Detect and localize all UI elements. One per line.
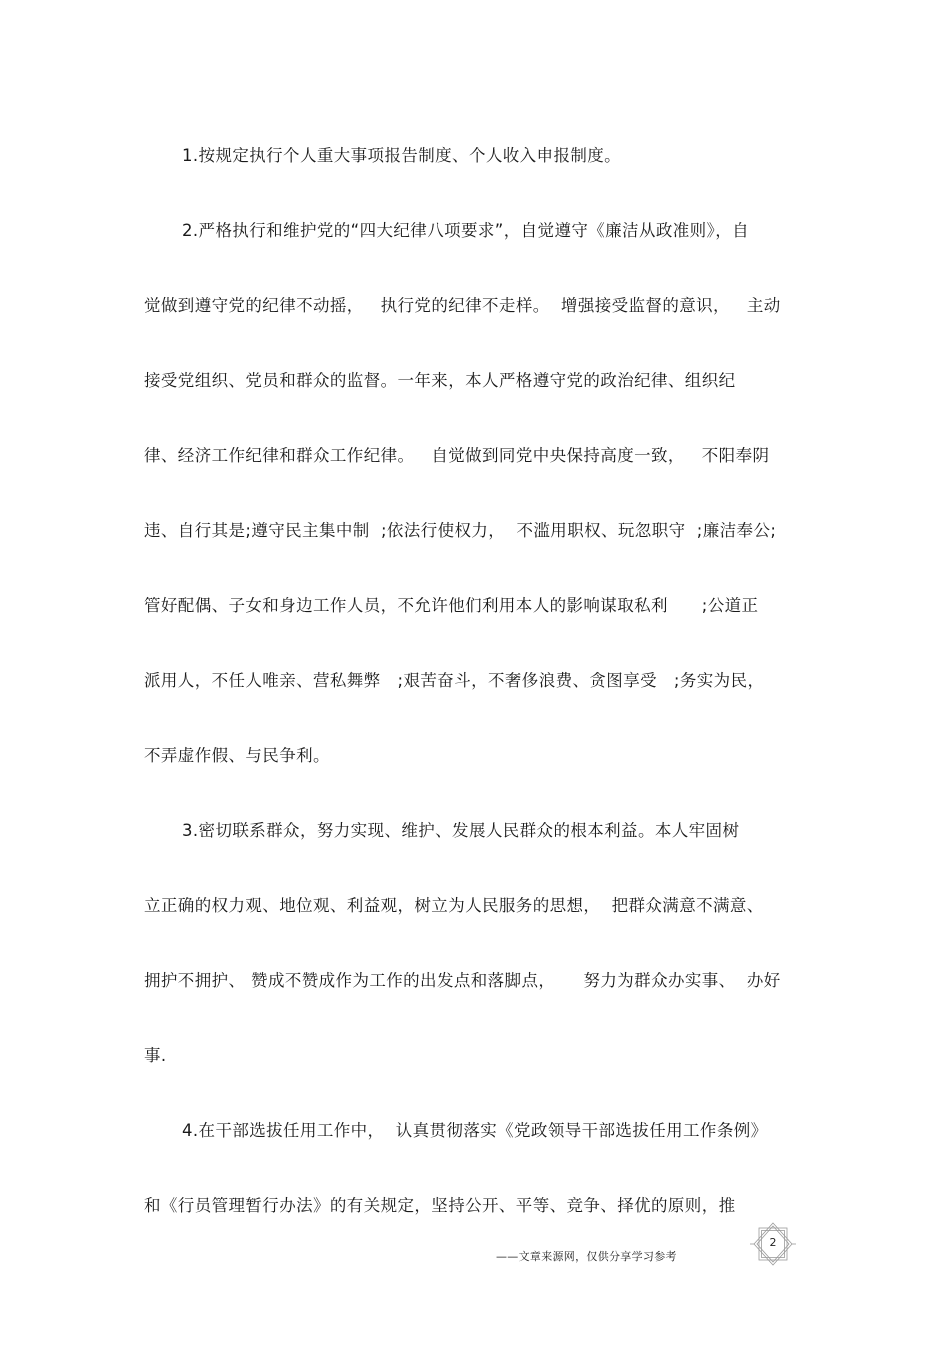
paragraph-2-line-4: 律、经济工作纪律和群众工作纪律。 自觉做到同党中央保持高度一致， 不阳奉阴 — [144, 446, 770, 465]
paragraph-2-line-2: 觉做到遵守党的纪律不动摇， 执行党的纪律不走样。 增强接受监督的意识， 主动 — [144, 296, 781, 315]
paragraph-2-line-3: 接受党组织、党员和群众的监督。一年来，本人严格遵守党的政治纪律、组织纪 — [144, 371, 736, 390]
paragraph-4-line-2: 和《行员管理暂行办法》的有关规定，坚持公开、平等、竞争、择优的原则，推 — [144, 1196, 736, 1215]
paragraph-2-line-1: 2.严格执行和维护党的“四大纪律八项要求”，自觉遵守《廉洁从政准则》，自 — [182, 221, 749, 240]
paragraph-3-line-1: 3.密切联系群众，努力实现、维护、发展人民群众的根本利益。本人牢固树 — [182, 821, 740, 840]
paragraph-2-line-8: 不弄虚作假、与民争利。 — [144, 746, 330, 765]
footer-note: ——文章来源网，仅供分享学习参考 — [496, 1250, 677, 1263]
paragraph-3-line-2: 立正确的权力观、地位观、利益观，树立为人民服务的思想， 把群众满意不满意、 — [144, 896, 764, 915]
paragraph-2-line-7: 派用人，不任人唯亲、营私舞弊 ;艰苦奋斗，不奢侈浪费、贪图享受 ;务实为民， — [144, 671, 765, 690]
paragraph-4-line-1: 4.在干部选拔任用工作中， 认真贯彻落实《党政领导干部选拔任用工作条例》 — [182, 1121, 768, 1140]
paragraph-1-line-1: 1.按规定执行个人重大事项报告制度、个人收入申报制度。 — [182, 146, 622, 165]
paragraph-3-line-4: 事. — [144, 1046, 167, 1065]
paragraph-2-line-6: 管好配偶、子女和身边工作人员，不允许他们利用本人的影响谋取私利 ;公道正 — [144, 596, 759, 615]
paragraph-3-line-3: 拥护不拥护、 赞成不赞成作为工作的出发点和落脚点， 努力为群众办实事、 办好 — [144, 971, 781, 990]
page-number-badge — [748, 1222, 798, 1266]
paragraph-2-line-5: 违、自行其是;遵守民主集中制 ;依法行使权力， 不滥用职权、玩忽职守 ;廉洁奉公; — [144, 521, 777, 540]
page-number: 2 — [769, 1236, 777, 1249]
